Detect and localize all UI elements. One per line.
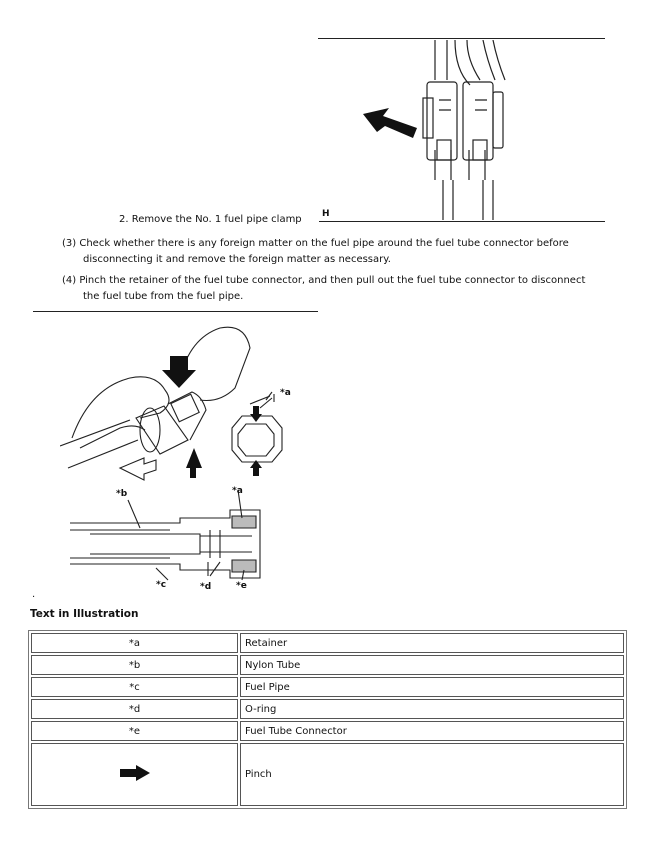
legend-table bbox=[28, 630, 627, 809]
step-rule bbox=[319, 221, 605, 222]
legend-text: Pinch bbox=[240, 743, 624, 806]
callout-b: *b bbox=[116, 489, 128, 499]
callout-c: *c bbox=[156, 580, 167, 590]
legend-symbol: *c bbox=[31, 677, 238, 697]
legend-symbol: *d bbox=[31, 699, 238, 719]
table-row bbox=[31, 633, 624, 653]
figure-label-h: H bbox=[322, 209, 330, 219]
callout-d: *d bbox=[200, 582, 212, 592]
legend-text: Retainer bbox=[240, 633, 624, 653]
legend-symbol bbox=[31, 743, 238, 806]
right-arrow-icon bbox=[120, 765, 150, 781]
top-figure-rule bbox=[318, 38, 605, 39]
legend-heading: Text in Illustration bbox=[30, 608, 139, 620]
table-row bbox=[31, 699, 624, 719]
callout-e: *e bbox=[236, 581, 247, 591]
instruction-4 bbox=[62, 273, 622, 305]
callout-a-top: *a bbox=[280, 388, 291, 398]
figure-2-rule bbox=[33, 311, 318, 312]
callout-a-mid: *a bbox=[232, 486, 243, 496]
legend-text: Nylon Tube bbox=[240, 655, 624, 675]
table-row bbox=[31, 743, 624, 806]
instruction-3-line1: (3) Check whether there is any foreign matter on the fuel pipe around the fuel tube connector before bbox=[62, 238, 569, 249]
table-row bbox=[31, 655, 624, 675]
table-row bbox=[31, 721, 624, 741]
instruction-4-line2: the fuel tube from the fuel pipe. bbox=[83, 291, 244, 302]
legend-symbol: *a bbox=[31, 633, 238, 653]
table-row bbox=[31, 677, 624, 697]
legend-text: Fuel Pipe bbox=[240, 677, 624, 697]
instruction-4-line1: (4) Pinch the retainer of the fuel tube connector, and then pull out the fuel tube connector to disconnect bbox=[62, 275, 586, 286]
legend-symbol: *b bbox=[31, 655, 238, 675]
step-heading: 2. Remove the No. 1 fuel pipe clamp bbox=[119, 214, 302, 225]
clamp-figure bbox=[355, 40, 605, 220]
instruction-3-line2: disconnecting it and remove the foreign matter as necessary. bbox=[83, 254, 391, 265]
stray-mark: . bbox=[32, 589, 36, 600]
legend-text: O-ring bbox=[240, 699, 624, 719]
legend-symbol: *e bbox=[31, 721, 238, 741]
connector-figure bbox=[60, 318, 320, 600]
legend-text: Fuel Tube Connector bbox=[240, 721, 624, 741]
instruction-3 bbox=[62, 236, 622, 268]
